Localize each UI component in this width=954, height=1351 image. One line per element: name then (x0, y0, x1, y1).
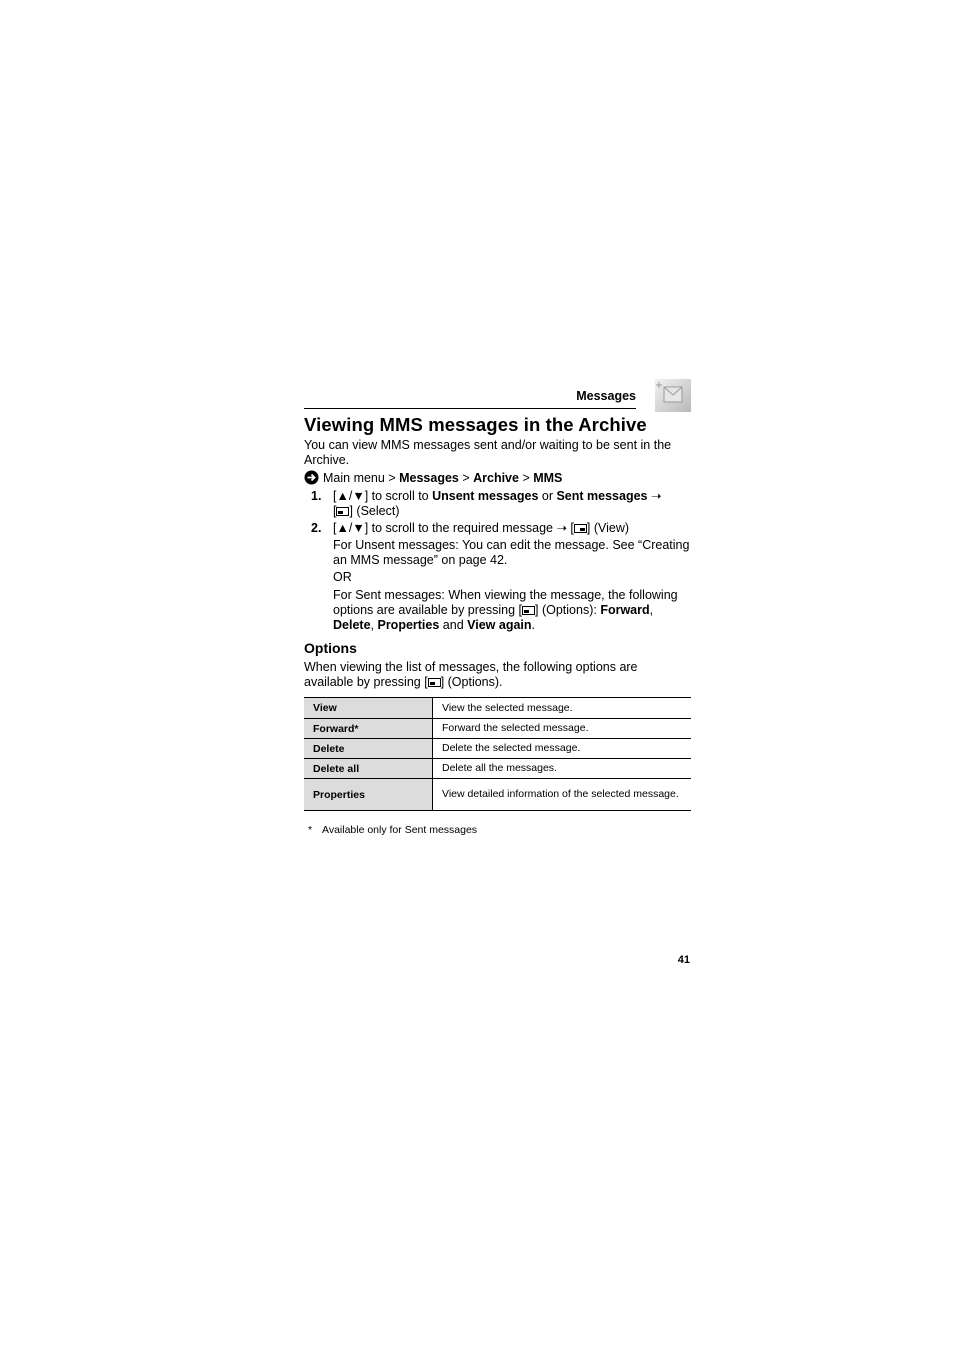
option-name: View (304, 698, 433, 719)
messages-envelope-icon (655, 379, 691, 412)
option-description: Delete the selected message. (433, 739, 692, 759)
menu-path-separator: > (518, 471, 534, 485)
menu-path (304, 470, 562, 486)
table-row (304, 779, 691, 811)
option-description: View detailed information of the selected message. (433, 779, 692, 811)
option-description: Forward the selected message. (433, 719, 692, 739)
option-description: View the selected message. (433, 698, 692, 719)
left-softkey-icon (522, 606, 535, 615)
footnote-mark: * (308, 824, 313, 836)
menu-path-mms: MMS (533, 471, 563, 485)
step-1-text: [▲/▼] to scroll to Unsent messages or Sent messages ➝ [ ] (Select) (333, 489, 662, 518)
options-heading: Options (304, 640, 357, 656)
step-2-sent-note: For Sent messages: When viewing the message, the following options are available by pressing [ ] (Options): Forward, Delete, Properties and View again. (333, 588, 678, 632)
footnote (308, 824, 477, 836)
header-divider (304, 408, 636, 409)
menu-path-messages: Messages (399, 471, 459, 485)
arrow-right-icon: ➝ (650, 489, 662, 503)
step-2-text: [▲/▼] to scroll to the required message ➝ [ ] (View) (333, 521, 630, 535)
menu-path-arrow-icon (304, 470, 319, 485)
table-row (304, 739, 691, 759)
table-row (304, 698, 691, 719)
options-intro: When viewing the list of messages, the following options are available by pressing [ ] (Options). (304, 660, 638, 689)
menu-path-prefix: Main menu (323, 471, 385, 485)
up-down-key-icon: ▲/▼ (336, 489, 365, 503)
option-description: Delete all the messages. (433, 759, 692, 779)
right-softkey-icon (574, 524, 587, 533)
option-name: Properties (304, 779, 433, 811)
footnote-text: Available only for Sent messages (322, 824, 478, 836)
page-number: 41 (677, 954, 690, 966)
menu-path-archive: Archive (473, 471, 519, 485)
menu-path-separator: > (458, 471, 474, 485)
options-table (304, 697, 691, 811)
table-row (304, 719, 691, 739)
step-number: 2. (311, 521, 322, 535)
arrow-right-icon: ➝ (556, 521, 567, 535)
option-name: Delete all (304, 759, 433, 779)
section-title: Messages (576, 389, 636, 403)
step-number: 1. (311, 489, 322, 503)
intro-paragraph: You can view MMS messages sent and/or waiting to be sent in the Archive. (304, 438, 672, 467)
left-softkey-icon (428, 678, 441, 687)
option-name: Delete (304, 739, 433, 759)
left-softkey-icon (336, 507, 349, 516)
up-down-key-icon: ▲/▼ (336, 521, 365, 535)
table-row (304, 759, 691, 779)
step-2-unsent-note: For Unsent messages: You can edit the message. See “Creating an MMS message” on page 42. (333, 538, 690, 567)
menu-path-separator: > (384, 471, 400, 485)
step-2-or: OR (333, 570, 352, 584)
option-name: Forward* (304, 719, 433, 739)
page-title: Viewing MMS messages in the Archive (304, 414, 647, 435)
